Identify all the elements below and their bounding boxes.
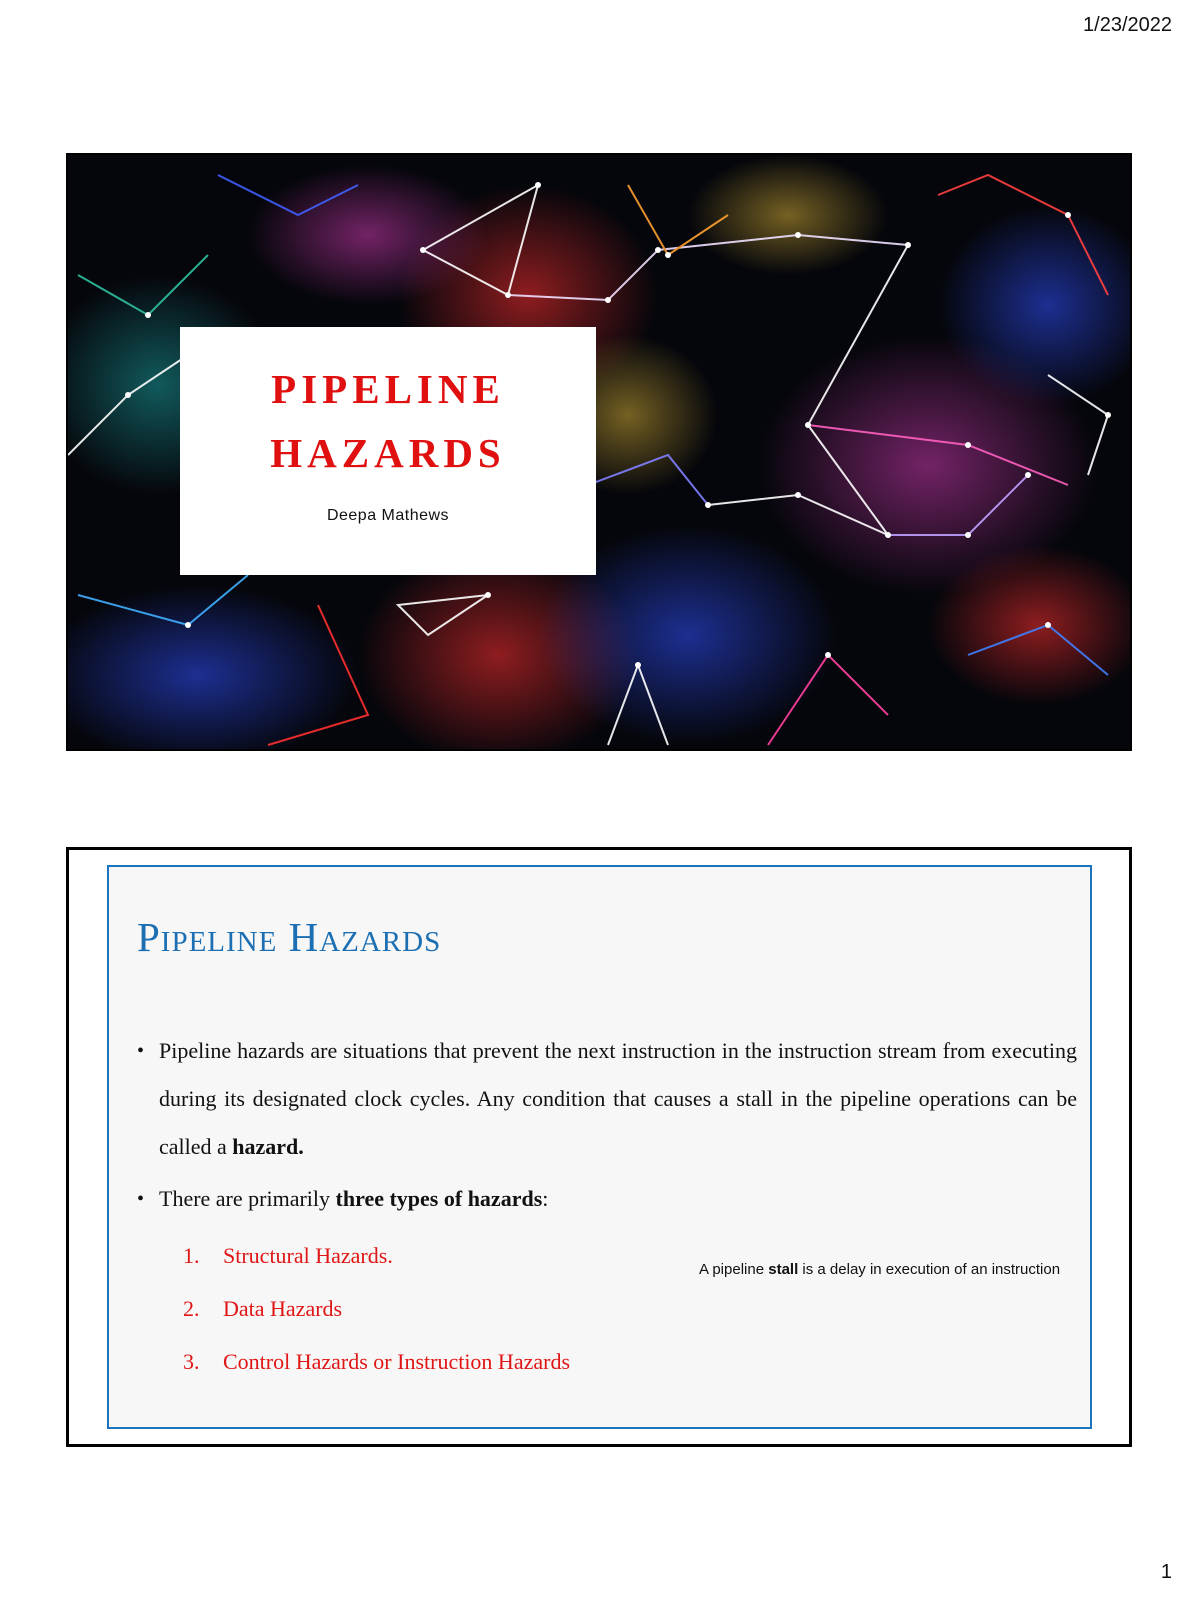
title-slide bbox=[66, 153, 1132, 751]
types-suffix: : bbox=[542, 1186, 549, 1211]
content-frame bbox=[107, 865, 1092, 1429]
slide-heading: Pipeline Hazards bbox=[137, 914, 442, 960]
bullet-definition bbox=[137, 1027, 1077, 1171]
note-bold: stall bbox=[768, 1261, 799, 1278]
definition-text: Pipeline hazards are situations that prevent the next instruction in the instruction stream from executing during its designated clock cycles. Any condition that causes a stall in the pipeline operations can be called a bbox=[159, 1038, 1077, 1159]
types-bold: three types of hazards bbox=[335, 1186, 543, 1211]
list-item-number: 3. bbox=[183, 1349, 200, 1374]
list-item bbox=[183, 1282, 1077, 1335]
slide-title-line2: HAZARDS bbox=[270, 430, 506, 476]
list-item-number: 1. bbox=[183, 1243, 200, 1268]
bullet-list bbox=[137, 1027, 1077, 1388]
bullet-types bbox=[137, 1175, 1077, 1223]
note-prefix: A pipeline bbox=[699, 1261, 769, 1278]
hazard-type-list bbox=[137, 1229, 1077, 1388]
list-item-label: Control Hazards or Instruction Hazards bbox=[223, 1349, 571, 1374]
content-slide bbox=[66, 847, 1132, 1447]
stall-note bbox=[699, 1258, 1069, 1281]
types-prefix: There are primarily bbox=[159, 1186, 336, 1211]
author-name: Deepa Mathews bbox=[326, 507, 450, 524]
bullet-icon: • bbox=[137, 1040, 145, 1062]
list-item-number: 2. bbox=[183, 1296, 200, 1321]
list-item bbox=[183, 1335, 1077, 1388]
list-item-label: Data Hazards bbox=[223, 1296, 343, 1321]
slide-title-line1: PIPELINE bbox=[271, 366, 505, 412]
slide-date: 1/23/2022 bbox=[1083, 14, 1172, 36]
bullet-icon: • bbox=[137, 1188, 145, 1210]
list-item-label: Structural Hazards. bbox=[223, 1243, 393, 1268]
note-suffix: is a delay in execution of an instruction bbox=[798, 1261, 1061, 1278]
title-card bbox=[180, 327, 596, 575]
definition-bold-term: hazard. bbox=[232, 1134, 304, 1159]
page-number: 1 bbox=[1160, 1561, 1172, 1583]
